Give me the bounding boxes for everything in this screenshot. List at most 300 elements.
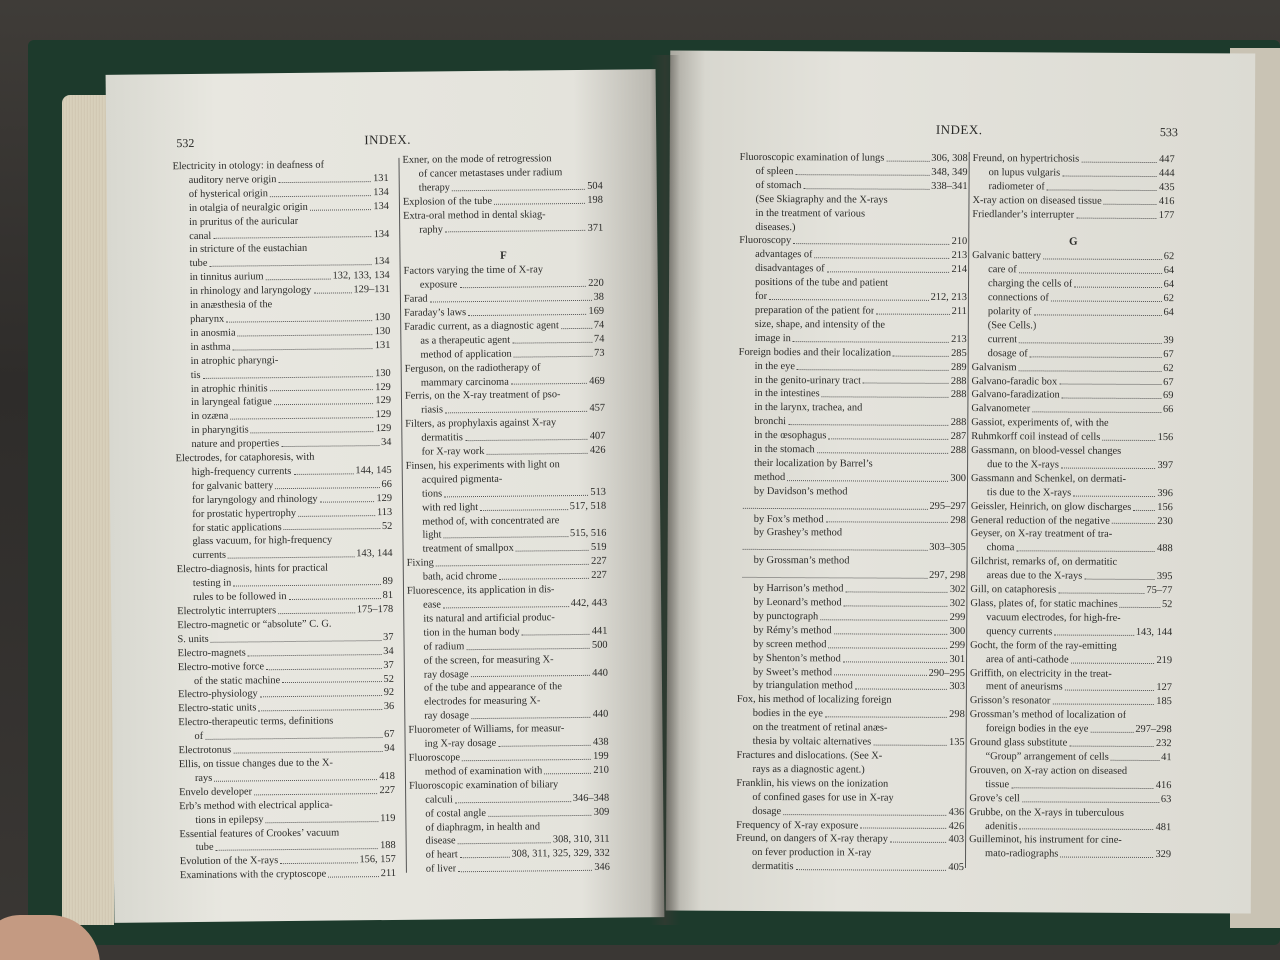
dot-leader — [488, 805, 592, 816]
index-entry — [739, 318, 967, 333]
index-entry-text: Griffith, on electricity in the treat- — [969, 667, 1112, 680]
index-entry — [970, 569, 1172, 584]
index-entry-text: dosage of — [987, 347, 1028, 360]
dot-leader — [494, 194, 585, 205]
dot-leader — [480, 500, 568, 511]
dot-leader — [310, 200, 372, 211]
dot-leader — [886, 152, 929, 162]
index-entry-text: for galvanic battery — [191, 480, 274, 492]
dot-leader — [516, 541, 589, 552]
index-entry-text: image in — [754, 332, 791, 344]
dot-leader — [742, 499, 927, 510]
index-entry-pages: 513 — [590, 486, 607, 498]
left-page — [106, 69, 665, 923]
index-entry-text: thesia by voltaic alternatives — [752, 735, 872, 748]
index-entry — [737, 610, 965, 625]
index-entry — [971, 555, 1173, 570]
index-entry — [969, 778, 1171, 793]
index-entry-text: Galvano-faradization — [971, 389, 1060, 401]
index-entry-pages: 219 — [1156, 654, 1173, 666]
index-entry — [739, 346, 967, 361]
index-entry-text: Electro-magnetic or “absolute” C. G. — [177, 618, 332, 632]
index-entry-text: of hysterical origin — [188, 188, 268, 200]
index-entry-pages: 329 — [1155, 849, 1172, 861]
index-entry — [738, 485, 966, 500]
index-entry-text: high-frequency currents — [191, 465, 292, 478]
index-entry-pages: 67 — [1163, 348, 1174, 360]
index-entry — [177, 603, 393, 619]
index-entry-pages: 220 — [588, 277, 604, 290]
index-entry-text: Fluoroscopic examination of lungs — [739, 151, 885, 164]
index-entry-pages: 444 — [1158, 167, 1175, 180]
dot-leader — [1020, 820, 1154, 831]
index-entry-pages: 129 — [375, 409, 392, 421]
index-entry-text: of the static machine — [193, 674, 281, 687]
page-number: 533 — [1159, 125, 1178, 140]
index-entry — [972, 277, 1174, 292]
index-entry — [737, 735, 965, 750]
dot-leader — [280, 854, 357, 865]
index-entry-text: tion in the human body — [423, 626, 520, 639]
index-entry-pages: 134 — [373, 256, 390, 268]
index-entry — [406, 499, 606, 515]
index-entry-pages: 227 — [591, 555, 607, 568]
index-entry-text: treatment of smallpox — [422, 543, 514, 555]
index-column-left-2 — [402, 152, 610, 877]
index-entry — [739, 262, 967, 277]
index-entry-text: by Rémy’s method — [753, 624, 832, 637]
index-entry-text: Freund, on dangers of X-ray therapy — [736, 833, 888, 846]
index-entry-pages: 129 — [375, 423, 392, 435]
index-entry-text: of costal angle — [425, 807, 486, 820]
index-entry-pages: 188 — [380, 840, 396, 852]
index-entry-pages: 300 — [949, 625, 966, 637]
index-entry-pages: 302 — [949, 584, 966, 596]
index-entry-text: in pharyngitis — [191, 424, 249, 437]
index-entry-pages: 127 — [1156, 682, 1172, 694]
dot-leader — [202, 367, 373, 379]
index-entry-text: Grisson’s resonator — [969, 695, 1051, 707]
index-entry — [972, 208, 1174, 223]
index-entry-text: Electrotonus — [178, 744, 232, 757]
index-entry — [971, 500, 1173, 515]
dot-leader — [1043, 250, 1162, 261]
index-entry — [971, 402, 1173, 417]
dot-leader — [873, 736, 947, 746]
index-entry-text: radiometer of — [988, 180, 1045, 193]
index-entry — [407, 597, 607, 613]
index-entry-text: area of anti-cathode — [986, 653, 1069, 666]
index-entry — [737, 568, 965, 583]
index-entry-text: Ferris, on the X-ray treatment of pso- — [404, 389, 561, 403]
dot-leader — [1011, 778, 1154, 789]
dot-leader — [436, 555, 589, 567]
index-entry-text: Essential features of Crookes’ vacuum — [179, 826, 340, 840]
index-entry-pages: 403 — [948, 834, 965, 846]
dot-leader — [793, 332, 949, 343]
index-entry-text: dermatitis — [421, 432, 464, 444]
index-entry — [739, 359, 967, 374]
index-entry — [970, 722, 1172, 737]
index-entry-pages: 416 — [1155, 779, 1172, 791]
dot-leader — [254, 784, 378, 795]
index-entry-text: S. units — [177, 633, 209, 645]
index-entry-text: size, shape, and intensity of the — [754, 318, 885, 331]
dot-leader — [1052, 695, 1154, 705]
index-entry-pages: 169 — [588, 305, 605, 317]
index-entry-text: light — [422, 529, 442, 542]
dot-leader — [452, 180, 585, 191]
index-entry-pages: 308, 311, 325, 329, 332 — [511, 847, 610, 861]
index-entry-pages: 288 — [950, 375, 967, 387]
index-entry-pages: 210 — [951, 236, 968, 248]
index-entry-text: bronchi — [754, 416, 787, 428]
dot-leader — [855, 680, 948, 690]
index-entry — [972, 333, 1174, 348]
index-entry — [738, 401, 966, 416]
index-entry — [738, 512, 966, 527]
index-entry-text: Gilchrist, remarks of, on dermatitic — [970, 556, 1118, 569]
index-entry — [737, 721, 965, 736]
dot-leader — [1019, 333, 1161, 344]
dot-leader — [788, 415, 949, 426]
index-entry-text: Electro-physiology — [178, 688, 258, 701]
index-entry-text: Frequency of X-ray exposure — [736, 819, 859, 831]
index-entry — [740, 165, 968, 180]
dot-leader — [890, 833, 947, 843]
index-entry-text — [738, 498, 741, 512]
index-entry-pages: 62 — [1163, 293, 1174, 305]
index-entry-pages: 517, 518 — [569, 500, 607, 512]
index-entry-pages: 438 — [592, 736, 609, 748]
index-entry-text: method — [753, 471, 786, 483]
dot-leader — [1054, 625, 1134, 635]
index-entry-pages: 435 — [1158, 181, 1175, 193]
index-entry-pages: 131 — [373, 172, 389, 185]
index-entry-text: tions in epilepsy — [195, 813, 264, 826]
index-entry-pages: 66 — [1162, 404, 1174, 416]
index-entry-text: Electro-motive force — [177, 660, 265, 673]
index-entry-pages: 481 — [1155, 821, 1172, 833]
index-entry-text: in anosmia — [190, 327, 236, 339]
index-entry-text: Explosion of the tube — [402, 195, 493, 208]
index-entry-pages: 75–77 — [1146, 585, 1173, 597]
index-entry — [971, 388, 1173, 403]
index-entry-text: Fox, his method of localizing foreign — [736, 694, 892, 706]
index-entry-text: ray dosage — [424, 710, 470, 722]
dot-leader — [205, 728, 382, 740]
index-entry-text: ing X-ray dosage — [424, 737, 497, 750]
dot-leader — [233, 742, 382, 753]
dot-leader — [443, 528, 568, 539]
index-entry — [971, 528, 1173, 543]
index-entry-text: pharynx — [190, 313, 225, 325]
index-entry-pages: 395 — [1156, 571, 1173, 583]
index-entry-text: Grouven, on X-ray action on diseased — [969, 764, 1128, 777]
dot-leader — [459, 277, 586, 288]
index-entry-text: Erb’s method with electrical applica- — [179, 799, 333, 812]
index-entry-pages: 119 — [380, 812, 396, 824]
index-entry-text: foreign bodies in the eye — [985, 723, 1089, 735]
index-entry-pages: 297–298 — [1135, 724, 1172, 736]
index-entry-text: in tinnitus aurium — [189, 271, 264, 284]
index-entry-pages: 515, 516 — [569, 528, 607, 540]
index-entry-pages: 134 — [373, 228, 390, 240]
index-entry-pages: 457 — [589, 403, 606, 415]
dot-leader — [1022, 792, 1159, 803]
index-entry — [973, 166, 1175, 181]
dot-leader — [1133, 501, 1155, 511]
index-entry-text: Guilleminot, his instrument for cine- — [969, 834, 1122, 847]
index-entry-pages: 129 — [375, 395, 392, 407]
index-entry-text: Extra-oral method in dental skiag- — [403, 208, 546, 222]
dot-leader — [787, 471, 948, 482]
dot-leader — [230, 408, 373, 419]
dot-leader — [512, 333, 592, 344]
index-entry-text: on the treatment of retinal anæs- — [752, 722, 888, 734]
index-entry-pages: 346 — [594, 861, 610, 874]
index-entry-text: Grossman’s method of localization of — [969, 709, 1127, 722]
index-entry-pages: 302 — [949, 597, 966, 610]
index-entry-pages: 303 — [949, 681, 965, 693]
index-entry-text: Faraday’s laws — [404, 307, 467, 319]
dot-leader — [1019, 264, 1162, 275]
index-entry — [970, 667, 1172, 682]
index-entry-text: of diaphragm, in health and — [425, 820, 541, 834]
index-entry-text: of cancer metastases under radium — [418, 167, 563, 180]
dot-leader — [313, 283, 351, 293]
index-entry-text: for X-ray work — [421, 445, 485, 458]
index-entry-pages: 469 — [589, 375, 605, 387]
index-entry-text: “Group” arrangement of cells — [985, 751, 1109, 763]
dot-leader — [1016, 542, 1155, 553]
index-entry-pages: 34 — [383, 645, 394, 657]
index-entry-pages: 62 — [1163, 251, 1175, 263]
dot-leader — [228, 548, 354, 559]
index-entry — [970, 736, 1172, 751]
index-entry-text: Fluoroscopic examination of biliary — [408, 778, 559, 792]
index-entry-pages: 39 — [1163, 334, 1174, 346]
index-entry — [736, 791, 964, 806]
index-entry-pages: 442, 443 — [570, 597, 608, 610]
index-entry-text: for static applications — [192, 521, 282, 534]
index-entry-pages: 295–297 — [929, 500, 966, 512]
index-entry-text: by punctograph — [753, 610, 819, 623]
index-entry — [738, 540, 966, 555]
index-entry — [971, 486, 1173, 501]
dot-leader — [1060, 848, 1153, 858]
index-entry-pages: 130 — [375, 367, 391, 379]
dot-leader — [458, 834, 551, 845]
dot-leader — [1084, 570, 1155, 580]
index-entry — [739, 234, 967, 249]
dot-leader — [211, 631, 382, 643]
index-entry-text: care of — [988, 264, 1017, 276]
index-entry-text: Grubbe, on the X-rays in tuberculous — [969, 806, 1124, 819]
dot-leader — [471, 708, 591, 719]
index-entry-pages: 288 — [950, 417, 967, 429]
dot-leader — [465, 430, 588, 441]
index-column-right-2 — [969, 152, 1175, 862]
index-entry-text: Gassmann, on blood-vessel changes — [971, 445, 1122, 457]
index-entry-pages: 371 — [587, 222, 604, 234]
dot-leader — [815, 249, 950, 260]
index-entry-pages: 309 — [593, 806, 610, 818]
section-letter-heading: G — [1068, 236, 1078, 249]
dot-leader — [1047, 180, 1157, 190]
dot-leader — [817, 443, 949, 454]
dot-leader — [834, 624, 948, 635]
index-entry — [739, 304, 967, 319]
index-entry-pages: 94 — [384, 742, 395, 755]
dot-leader — [270, 381, 374, 392]
index-entry-pages: 210 — [593, 764, 609, 776]
index-entry-pages: 135 — [949, 737, 965, 749]
index-entry-pages: 405 — [948, 862, 965, 874]
index-entry-text: in atrophic pharyngi- — [190, 354, 279, 367]
index-entry — [737, 651, 965, 666]
index-entry — [970, 639, 1172, 654]
dot-leader — [863, 374, 949, 384]
index-entry — [970, 597, 1172, 612]
index-entry — [972, 319, 1174, 334]
index-entry-text: disease — [425, 835, 456, 847]
index-entry-text: Galvanic battery — [972, 250, 1042, 262]
dot-leader — [783, 805, 947, 816]
index-entry-text: in rhinology and laryngology — [189, 284, 312, 298]
index-entry-pages: 129 — [376, 492, 393, 504]
index-entry-text: of radium — [423, 640, 465, 653]
dot-leader — [769, 290, 929, 301]
index-entry-text: rules to be followed in — [192, 591, 287, 604]
dot-leader — [561, 319, 592, 329]
dot-leader — [893, 346, 949, 356]
index-entry-text: tis due to the X-rays — [986, 486, 1072, 499]
dot-leader — [238, 325, 373, 336]
index-entry-pages: 37 — [383, 659, 394, 671]
index-entry-pages: 488 — [1157, 543, 1173, 555]
dot-leader — [826, 513, 949, 524]
index-entry — [969, 833, 1171, 848]
index-entry — [972, 222, 1174, 237]
index-entry — [736, 777, 964, 792]
index-entry-text: due to the X-rays — [987, 459, 1059, 471]
dot-leader — [1033, 305, 1161, 316]
index-entry-text: rays as a diagnostic agent.) — [752, 763, 865, 776]
index-entry-pages: 289 — [950, 361, 967, 373]
index-entry-text: of spleen — [755, 165, 794, 178]
index-entry-text: bath, acid chrome — [422, 571, 498, 583]
index-entry — [971, 444, 1173, 459]
index-entry-pages: 41 — [1161, 752, 1172, 764]
dot-leader — [468, 305, 586, 316]
index-entry-text: Fractures and dislocations. (See X- — [736, 749, 883, 762]
dot-leader — [1120, 598, 1160, 608]
dot-leader — [511, 374, 588, 385]
index-entry — [738, 387, 966, 402]
index-entry — [739, 193, 967, 208]
dot-leader — [455, 792, 571, 803]
index-entry-pages: 397 — [1157, 459, 1174, 472]
index-entry-pages: 130 — [374, 325, 391, 337]
index-entry — [738, 373, 966, 388]
dot-leader — [233, 575, 380, 586]
index-entry-text: (See Skiagraphy and the X-rays — [755, 193, 888, 206]
dot-leader — [281, 436, 379, 447]
index-entry-pages: 130 — [374, 311, 391, 324]
dot-leader — [803, 179, 929, 190]
index-entry-text: method of examination with — [424, 765, 543, 778]
index-entry-pages: 227 — [591, 569, 607, 582]
index-entry-text: Electrolytic interrupters — [177, 605, 277, 618]
index-entry-text: canal — [189, 230, 212, 242]
index-entry-pages: 214 — [951, 264, 968, 276]
index-entry-text: Finsen, his experiments with light on — [405, 459, 560, 472]
index-entry-text: by screen method — [753, 638, 827, 651]
index-entry — [973, 152, 1175, 167]
dot-leader — [266, 659, 381, 670]
index-entry-text: Filters, as prophylaxis against X-ray — [405, 417, 557, 431]
index-entry-pages: 308, 310, 311 — [552, 834, 610, 846]
index-entry — [738, 457, 966, 472]
index-entry-pages: 64 — [1163, 307, 1174, 319]
dot-leader — [471, 666, 591, 677]
dot-leader — [742, 540, 927, 551]
index-entry — [972, 291, 1174, 306]
index-entry-text: tube — [195, 842, 214, 854]
dot-leader — [251, 422, 374, 433]
dot-leader — [742, 568, 927, 579]
index-entry-pages: 500 — [591, 639, 608, 651]
dot-leader — [486, 444, 588, 455]
index-entry-text: Electricity in otology: in deafness of — [172, 159, 325, 173]
index-entry-pages: 211 — [380, 868, 397, 880]
dot-leader — [797, 360, 949, 371]
index-entry — [972, 263, 1174, 278]
index-entry-text: current — [987, 333, 1018, 346]
index-entry-text: as a therapeutic agent — [420, 334, 511, 347]
index-entry-text: Grove’s cell — [969, 792, 1020, 805]
index-entry-text: Ferguson, on the radiotherapy of — [404, 361, 541, 375]
index-column-right-1 — [736, 151, 968, 875]
index-entry-pages: 132, 133, 134 — [332, 270, 390, 282]
index-entry — [970, 694, 1172, 709]
index-entry-text: Fluoroscopy — [739, 235, 792, 247]
index-entry-pages: 298 — [950, 514, 966, 526]
index-entry-pages: 156 — [1157, 501, 1173, 513]
index-entry-pages: 67 — [384, 729, 395, 741]
dot-leader — [214, 770, 377, 782]
index-entry-text: for prostatic hypertrophy — [192, 507, 297, 520]
dot-leader — [1076, 208, 1157, 218]
index-entry-pages: 396 — [1157, 487, 1173, 499]
index-entry-text: calculi — [425, 793, 453, 806]
index-entry-pages: 299 — [949, 639, 966, 651]
index-entry-text: for laryngology and rhinology — [191, 493, 318, 506]
index-entry-pages: 426 — [948, 820, 965, 832]
index-entry — [971, 458, 1173, 473]
index-entry — [970, 708, 1172, 723]
index-entry — [970, 625, 1172, 640]
dot-leader — [1062, 389, 1161, 399]
index-entry-pages: 300 — [950, 472, 967, 484]
index-entry-pages: 288 — [950, 389, 967, 401]
index-entry — [973, 180, 1175, 195]
dot-leader — [1102, 431, 1155, 441]
running-head: INDEX. — [364, 131, 412, 148]
index-entry — [739, 276, 967, 291]
index-entry-text: in the stomach — [754, 443, 815, 456]
